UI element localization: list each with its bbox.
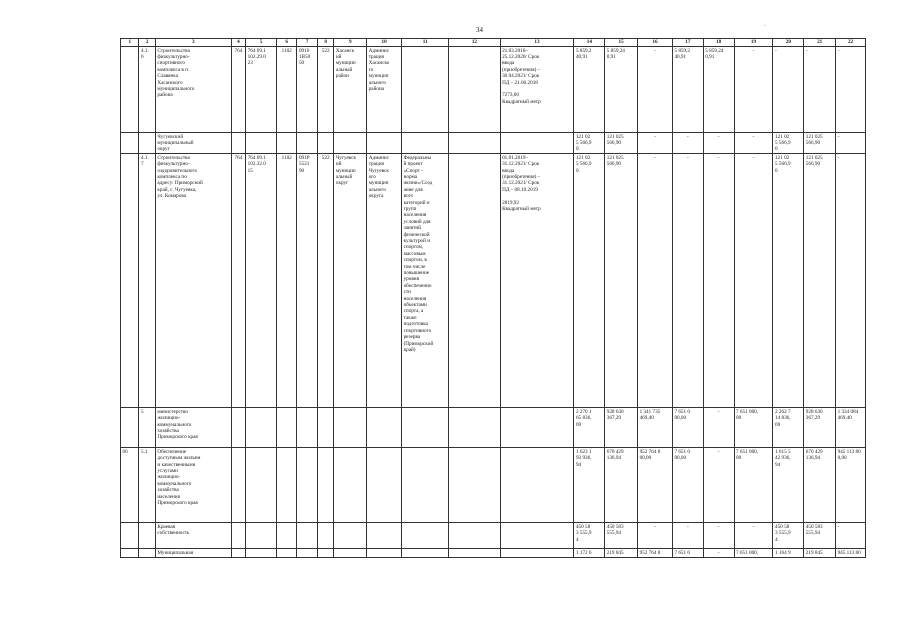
table-cell: -	[734, 523, 773, 549]
table-cell: Админис трация Чугуевск ого муницип ального округа	[367, 154, 402, 408]
table-cell	[500, 523, 574, 549]
table-cell: 091Р 5521 90	[297, 154, 318, 408]
table-cell	[246, 133, 277, 154]
table-cell: 121 025 566,90	[605, 133, 638, 154]
table-cell: Строительство физкультурно- оздоровительного комплекса по адресу: Приморский край, с. Чугуевка, ул. Комарова	[155, 154, 231, 408]
table-cell: 5 859,2 40,91	[672, 47, 703, 133]
table-cell: 952 764 8 00,00	[638, 448, 673, 523]
table-cell: 450 583 555,94	[605, 523, 638, 549]
table-cell: 1 341 735 469,40	[638, 408, 673, 448]
table-cell	[367, 408, 402, 448]
table-cell: 764	[231, 47, 245, 133]
table-cell: -	[672, 154, 703, 408]
column-header-21: 21	[804, 39, 836, 47]
table-body	[121, 39, 866, 558]
table-cell: -	[703, 408, 734, 448]
table-cell: 1102	[276, 154, 297, 408]
table-cell: министерство жилищно- коммунального хозяйства Приморского края	[155, 408, 231, 448]
table-cell: 01.01.2019– 31.12.2021/ Срок ввода (приобретения) – 31.12.2021/ Срок ПД – 08.10.2019 2819,92 Квадратный метр	[500, 154, 574, 408]
table-cell: 121 02 5 566,9 0	[574, 133, 605, 154]
table-cell	[139, 523, 155, 549]
table-cell: 1 623 1 93 936, 94	[574, 448, 605, 523]
table-cell: 219 845	[804, 549, 836, 558]
table-cell: 5.1	[139, 448, 155, 523]
column-header-18: 18	[703, 39, 734, 47]
table-cell	[276, 408, 297, 448]
table-cell	[231, 133, 245, 154]
table-cell	[121, 549, 139, 558]
table-cell: 121 025 566,90	[804, 154, 836, 408]
table-cell	[449, 549, 500, 558]
table-cell: -	[836, 47, 866, 133]
table-cell: 121 02 5 566,9 0	[773, 133, 804, 154]
table-cell	[317, 448, 333, 523]
table-cell: 219 845	[605, 549, 638, 558]
table-cell: 928 630 367,29	[804, 408, 836, 448]
table-cell: -	[672, 523, 703, 549]
table-cell	[121, 523, 139, 549]
table-cell	[449, 523, 500, 549]
table-cell	[276, 549, 297, 558]
table-cell: Админис трация Хасанско го муницип ального района	[367, 47, 402, 133]
table-cell	[317, 523, 333, 549]
table-cell	[402, 47, 449, 133]
table-cell: -	[836, 133, 866, 154]
table-cell	[449, 408, 500, 448]
column-header-11: 11	[402, 39, 449, 47]
table-cell: 945 113 80	[836, 549, 866, 558]
table-cell	[500, 408, 574, 448]
table-cell	[334, 448, 367, 523]
table-cell: 764 09.1 102.29.0 23	[246, 47, 277, 133]
column-header-15: 15	[605, 39, 638, 47]
table-cell	[297, 549, 318, 558]
table-row	[121, 549, 866, 558]
table-cell: 2 270 1 65 836, 69	[574, 408, 605, 448]
table-cell	[449, 133, 500, 154]
table-cell: 7 651 000, 00	[734, 448, 773, 523]
table-cell	[276, 448, 297, 523]
table-cell	[334, 523, 367, 549]
table-cell: -	[638, 154, 673, 408]
table-cell: 764 09.1 102.32.0 15	[246, 154, 277, 408]
table-cell: 952 764 8	[638, 549, 673, 558]
table-cell	[402, 523, 449, 549]
table-cell: 06	[121, 448, 139, 523]
table-cell	[246, 549, 277, 558]
column-header-9: 9	[334, 39, 367, 47]
table-cell	[276, 133, 297, 154]
table-cell	[231, 523, 245, 549]
table-cell: 5	[139, 408, 155, 448]
table-cell: -	[672, 133, 703, 154]
column-header-5: 5	[246, 39, 277, 47]
table-cell: 450 58 3 555,9 4	[773, 523, 804, 549]
table-cell: -	[836, 154, 866, 408]
table-cell	[367, 523, 402, 549]
table-cell: -	[836, 523, 866, 549]
table-cell	[367, 133, 402, 154]
table-row	[121, 154, 866, 408]
table-cell	[334, 549, 367, 558]
column-header-8: 8	[317, 39, 333, 47]
column-header-13: 13	[500, 39, 574, 47]
table-cell	[246, 448, 277, 523]
table-cell	[121, 47, 139, 133]
column-header-6: 6	[276, 39, 297, 47]
column-header-4: 4	[231, 39, 245, 47]
table-cell	[449, 154, 500, 408]
table-row	[121, 408, 866, 448]
table-cell: Чугуевск ий муницип альный округ	[334, 154, 367, 408]
budget-table	[120, 38, 866, 558]
table-row	[121, 448, 866, 523]
table-cell	[317, 408, 333, 448]
table-row	[121, 133, 866, 154]
table-cell: 945 113 80 0,00	[836, 448, 866, 523]
table-cell	[402, 408, 449, 448]
column-header-3: 3	[155, 39, 231, 47]
table-cell: 7 651 000, 00	[734, 408, 773, 448]
table-cell	[402, 549, 449, 558]
table-cell	[121, 133, 139, 154]
table-cell	[317, 133, 333, 154]
table-cell	[231, 448, 245, 523]
table-cell	[500, 549, 574, 558]
table-cell: 1 164 9	[773, 549, 804, 558]
table-cell: 121 025 566,90	[605, 154, 638, 408]
table-cell: 4.1. 7	[139, 154, 155, 408]
column-header-20: 20	[773, 39, 804, 47]
table-cell: 7 651 0	[672, 549, 703, 558]
table-cell	[449, 47, 500, 133]
table-cell	[276, 523, 297, 549]
table-cell: Хасанск ий муницип альный район	[334, 47, 367, 133]
table-cell: 21.03.2018– 25.12.2020/ Срок ввода (приобретения) – 30.04.2021/ Срок ПД – 21.06.2018 7273,00 Квадратный метр	[500, 47, 574, 133]
table-cell: 7 651 0 00,00	[672, 448, 703, 523]
table-cell: 4.1. 6	[139, 47, 155, 133]
table-cell: -	[703, 133, 734, 154]
table-cell: Краевая собственность	[155, 523, 231, 549]
table-cell	[297, 408, 318, 448]
table-cell: -	[734, 154, 773, 408]
table-row	[121, 47, 866, 133]
table-cell	[334, 133, 367, 154]
table-cell	[139, 133, 155, 154]
table-cell: 1 615 5 42 936, 94	[773, 448, 804, 523]
column-header-17: 17	[672, 39, 703, 47]
table-cell: 1 172 6	[574, 549, 605, 558]
table-cell	[231, 549, 245, 558]
table-cell	[246, 408, 277, 448]
table-cell	[121, 154, 139, 408]
column-header-7: 7	[297, 39, 318, 47]
table-cell: 522	[317, 47, 333, 133]
table-cell: -	[734, 47, 773, 133]
table-row	[121, 523, 866, 549]
header-row	[121, 39, 866, 47]
table-cell	[500, 448, 574, 523]
table-cell: 0910 1В50 50	[297, 47, 318, 133]
table-cell: -	[638, 47, 673, 133]
table-cell: 121 02 5 566,9 0	[773, 154, 804, 408]
table-cell: -	[773, 47, 804, 133]
column-header-14: 14	[574, 39, 605, 47]
table-cell: Муниципальная	[155, 549, 231, 558]
table-cell	[297, 523, 318, 549]
table-cell: Чугуевский муниципальный округ	[155, 133, 231, 154]
table-cell: -	[638, 523, 673, 549]
table-cell: 1102	[276, 47, 297, 133]
table-cell	[297, 448, 318, 523]
table-cell: -	[703, 154, 734, 408]
corner-mark: -	[764, 23, 766, 29]
page-number: 34	[476, 26, 483, 34]
table-cell	[367, 448, 402, 523]
table-cell: -	[638, 133, 673, 154]
table-cell: -	[734, 133, 773, 154]
table-cell	[231, 408, 245, 448]
table-cell: 7 651 0 00,00	[672, 408, 703, 448]
table-cell: 522	[317, 154, 333, 408]
table-cell: 450 58 3 555,9 4	[574, 523, 605, 549]
column-header-1: 1	[121, 39, 139, 47]
table-cell: 670 429 136,94	[804, 448, 836, 523]
table-cell	[367, 549, 402, 558]
table-cell: 121 02 5 566,9 0	[574, 154, 605, 408]
table-cell: 5 859,24 0,91	[703, 47, 734, 133]
table-cell: 2 262 7 14 836, 69	[773, 408, 804, 448]
table-cell	[402, 448, 449, 523]
table-cell: Обеспечение доступным жильем и качественными услугами жилищно- коммунального хозяйства населения Приморского края	[155, 448, 231, 523]
table-cell	[334, 408, 367, 448]
table-cell: 764	[231, 154, 245, 408]
table-cell: 670 429 136,94	[605, 448, 638, 523]
table-cell	[449, 448, 500, 523]
table-cell: Строительство физкультурно- спортивного комплекса в п. Славянка Хасанского муниципального района	[155, 47, 231, 133]
table-cell	[297, 133, 318, 154]
column-header-19: 19	[734, 39, 773, 47]
table-cell: 7 651 000,	[734, 549, 773, 558]
table-cell: 5 859,24 0,91	[605, 47, 638, 133]
table-cell: -	[703, 549, 734, 558]
table-cell: 121 025 566,90	[804, 133, 836, 154]
table-cell	[402, 133, 449, 154]
table-cell: 450 583 555,94	[804, 523, 836, 549]
table-cell	[317, 549, 333, 558]
table-cell	[246, 523, 277, 549]
column-header-2: 2	[139, 39, 155, 47]
table-cell: -	[804, 47, 836, 133]
table-cell	[139, 549, 155, 558]
table-cell: 928 630 367,29	[605, 408, 638, 448]
column-header-16: 16	[638, 39, 673, 47]
table-cell	[121, 408, 139, 448]
table-cell	[500, 133, 574, 154]
table-cell: 1 334 084 469,40	[836, 408, 866, 448]
column-header-10: 10	[367, 39, 402, 47]
table-cell: Федеральны й проект «Спорт - норма жизни»/Созд ание для всех категорий и групп населения условий для занятий физической культурой и спортом, массовым спортом, в том числе повышение уровня обеспеченно сти населения объектами спорта, а также подготовка спортивного резерва (Приморский край)	[402, 154, 449, 408]
column-header-12: 12	[449, 39, 500, 47]
table-cell: 5 859,2 40,91	[574, 47, 605, 133]
column-header-22: 22	[836, 39, 866, 47]
table-cell: -	[703, 448, 734, 523]
table-cell: -	[703, 523, 734, 549]
